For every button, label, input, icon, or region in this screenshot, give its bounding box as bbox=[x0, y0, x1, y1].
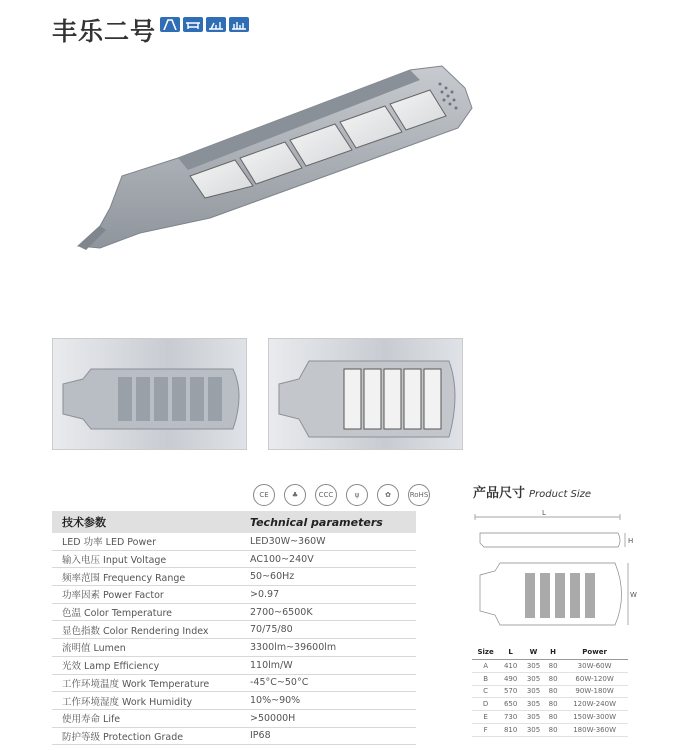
certification-logos bbox=[253, 484, 430, 506]
front-view-image bbox=[268, 338, 463, 450]
spec-value: 2700~6500K bbox=[246, 603, 416, 621]
table-row bbox=[472, 672, 628, 685]
spec-head-cn: 技术参数 bbox=[52, 511, 246, 533]
size-cell: 305 bbox=[522, 685, 545, 698]
size-cell: 305 bbox=[522, 698, 545, 711]
table-row bbox=[472, 711, 628, 724]
spec-value: IP68 bbox=[246, 727, 416, 745]
size-cell: 650 bbox=[499, 698, 522, 711]
size-cell: 810 bbox=[499, 723, 522, 736]
spec-label: 显色指数 Color Rendering Index bbox=[52, 621, 246, 639]
spec-label: 使用寿命 Life bbox=[52, 709, 246, 727]
size-cell: 80 bbox=[545, 685, 561, 698]
product-size-title bbox=[473, 482, 591, 501]
size-cell: 410 bbox=[499, 660, 522, 673]
spec-label: 光效 Lamp Efficiency bbox=[52, 656, 246, 674]
size-cell: C bbox=[472, 685, 499, 698]
size-cell: 180W-360W bbox=[561, 723, 628, 736]
table-row bbox=[52, 603, 416, 621]
spec-value: 10%~90% bbox=[246, 692, 416, 710]
green-leaf-icon: ♣ bbox=[284, 484, 306, 506]
star-icon: ✿ bbox=[377, 484, 399, 506]
ce-icon: CE bbox=[253, 484, 275, 506]
spec-label: 工作环境温度 Work Temperature bbox=[52, 674, 246, 692]
bridge-icon bbox=[183, 17, 203, 32]
size-cell: 305 bbox=[522, 660, 545, 673]
size-cell: D bbox=[472, 698, 499, 711]
table-row bbox=[52, 568, 416, 586]
dim-h-label: H bbox=[628, 537, 634, 545]
size-cell: 80 bbox=[545, 672, 561, 685]
size-cell: A bbox=[472, 660, 499, 673]
size-col-header: Power bbox=[561, 645, 628, 660]
spec-label: 频率范围 Frequency Range bbox=[52, 568, 246, 586]
table-row bbox=[52, 621, 416, 639]
spec-value: -45°C~50°C bbox=[246, 674, 416, 692]
size-cell: 305 bbox=[522, 711, 545, 724]
table-row bbox=[52, 727, 416, 745]
application-icons bbox=[160, 17, 249, 32]
size-table bbox=[472, 645, 628, 737]
table-row bbox=[52, 550, 416, 568]
dimension-drawing bbox=[470, 505, 640, 635]
spec-value: 70/75/80 bbox=[246, 621, 416, 639]
street-light-hero-image bbox=[70, 58, 480, 263]
spec-value: >50000H bbox=[246, 709, 416, 727]
table-row bbox=[472, 723, 628, 736]
spec-value: 50~60Hz bbox=[246, 568, 416, 586]
size-cell: F bbox=[472, 723, 499, 736]
size-cell: 90W-180W bbox=[561, 685, 628, 698]
product-size-title-cn: 产品尺寸 bbox=[473, 486, 526, 501]
table-row bbox=[52, 533, 416, 550]
ccc-icon: CCC bbox=[315, 484, 337, 506]
spec-label: 色温 Color Temperature bbox=[52, 603, 246, 621]
table-row bbox=[52, 639, 416, 657]
size-cell: 80 bbox=[545, 711, 561, 724]
spec-label: 功率因素 Power Factor bbox=[52, 586, 246, 604]
product-size-title-en: Product Size bbox=[529, 489, 592, 500]
size-col-header: L bbox=[499, 645, 522, 660]
size-cell: 305 bbox=[522, 723, 545, 736]
dim-l-label: L bbox=[542, 509, 546, 517]
size-cell: 80 bbox=[545, 698, 561, 711]
park-icon bbox=[229, 17, 249, 32]
spec-table bbox=[52, 511, 416, 745]
tunnel-icon bbox=[160, 17, 180, 32]
table-row bbox=[52, 692, 416, 710]
product-title: 丰乐二号 bbox=[52, 17, 157, 46]
spec-label: 防护等级 Protection Grade bbox=[52, 727, 246, 745]
spec-value: 3300lm~39600lm bbox=[246, 639, 416, 657]
size-cell: 60W-120W bbox=[561, 672, 628, 685]
spec-label: 输入电压 Input Voltage bbox=[52, 550, 246, 568]
spec-value: LED30W~360W bbox=[246, 533, 416, 550]
table-row bbox=[52, 674, 416, 692]
size-cell: 80 bbox=[545, 660, 561, 673]
spec-label: LED 功率 LED Power bbox=[52, 533, 246, 550]
table-row bbox=[472, 685, 628, 698]
spec-head-en: Technical parameters bbox=[246, 511, 416, 533]
size-col-header: H bbox=[545, 645, 561, 660]
spec-value: 110lm/W bbox=[246, 656, 416, 674]
dim-w-label: W bbox=[630, 591, 637, 599]
spec-label: 流明值 Lumen bbox=[52, 639, 246, 657]
table-row bbox=[472, 660, 628, 673]
rohs-leaf-icon: ψ bbox=[346, 484, 368, 506]
road-icon bbox=[206, 17, 226, 32]
rohs-icon: RoHS bbox=[408, 484, 430, 506]
size-cell: 490 bbox=[499, 672, 522, 685]
size-cell: E bbox=[472, 711, 499, 724]
table-row bbox=[472, 698, 628, 711]
size-cell: 150W-300W bbox=[561, 711, 628, 724]
size-cell: 80 bbox=[545, 723, 561, 736]
spec-label: 工作环境湿度 Work Humidity bbox=[52, 692, 246, 710]
table-row bbox=[52, 709, 416, 727]
size-cell: 730 bbox=[499, 711, 522, 724]
size-cell: B bbox=[472, 672, 499, 685]
size-col-header: W bbox=[522, 645, 545, 660]
table-row bbox=[52, 586, 416, 604]
size-col-header: Size bbox=[472, 645, 499, 660]
spec-value: >0.97 bbox=[246, 586, 416, 604]
size-cell: 120W-240W bbox=[561, 698, 628, 711]
back-view-image bbox=[52, 338, 247, 450]
table-row bbox=[52, 656, 416, 674]
size-cell: 30W-60W bbox=[561, 660, 628, 673]
size-cell: 305 bbox=[522, 672, 545, 685]
size-cell: 570 bbox=[499, 685, 522, 698]
spec-value: AC100~240V bbox=[246, 550, 416, 568]
